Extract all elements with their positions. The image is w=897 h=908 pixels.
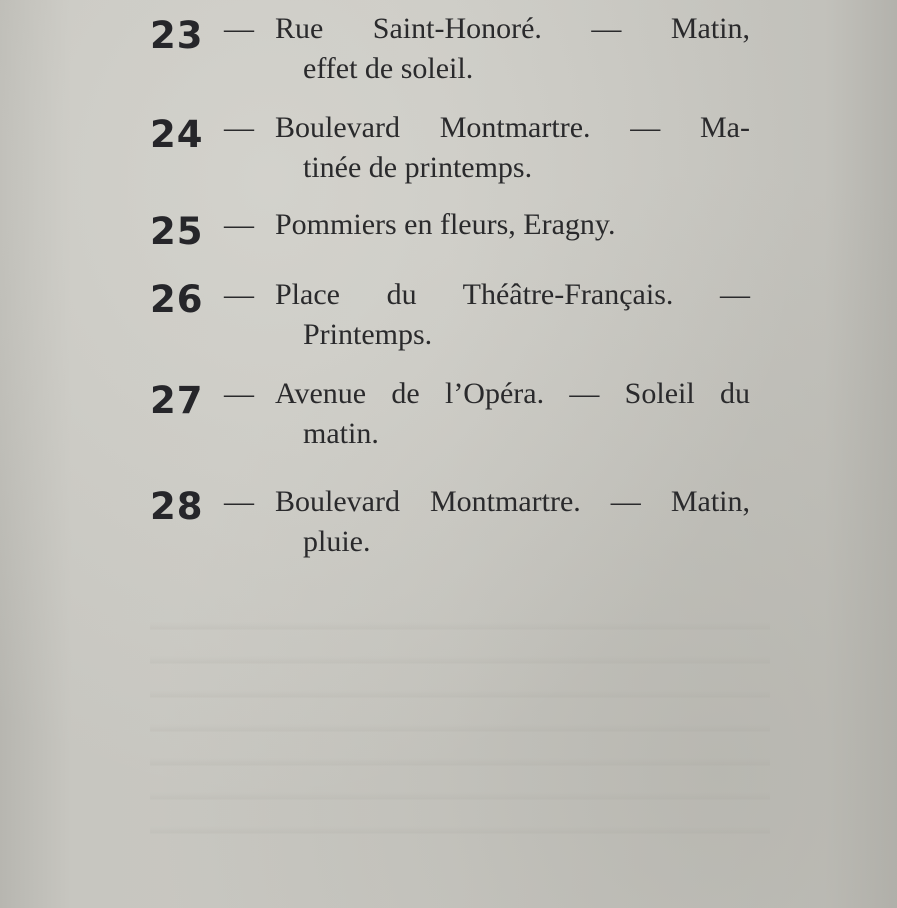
entry-dash: — [224,111,254,144]
entry-title-line2: pluie. [303,525,371,558]
entry-title-line2: matin. [303,417,379,450]
entry-number: 27 [150,379,204,422]
entry-title-line2: Printemps. [303,318,433,351]
entry-title-line2: tinée de printemps. [303,151,533,184]
entry-title-line2: effet de soleil. [303,52,474,85]
entry-dash: — [224,12,254,45]
entry-title-line1: Place du Théâtre-Français. — [275,278,750,311]
entry-dash: — [224,377,254,410]
entry-title-line1: Rue Saint-Honoré. — Matin, [275,12,750,45]
entry-dash: — [224,278,254,311]
entry-dash: — [224,485,254,518]
entry-number: 24 [150,113,204,156]
entry-title-line1: Avenue de l’Opéra. — Soleil du [275,377,750,410]
entry-number: 26 [150,278,204,321]
show-through-text [150,600,770,860]
entry-title-line1: Boulevard Montmartre. — Matin, [275,485,750,518]
entry-title-line1: Boulevard Montmartre. — Ma- [275,111,750,144]
entry-number: 23 [150,14,204,57]
entry-number: 25 [150,210,204,253]
entry-dash: — [224,208,254,241]
entry-number: 28 [150,485,204,528]
entry-title-line1: Pommiers en fleurs, Eragny. [275,208,616,241]
